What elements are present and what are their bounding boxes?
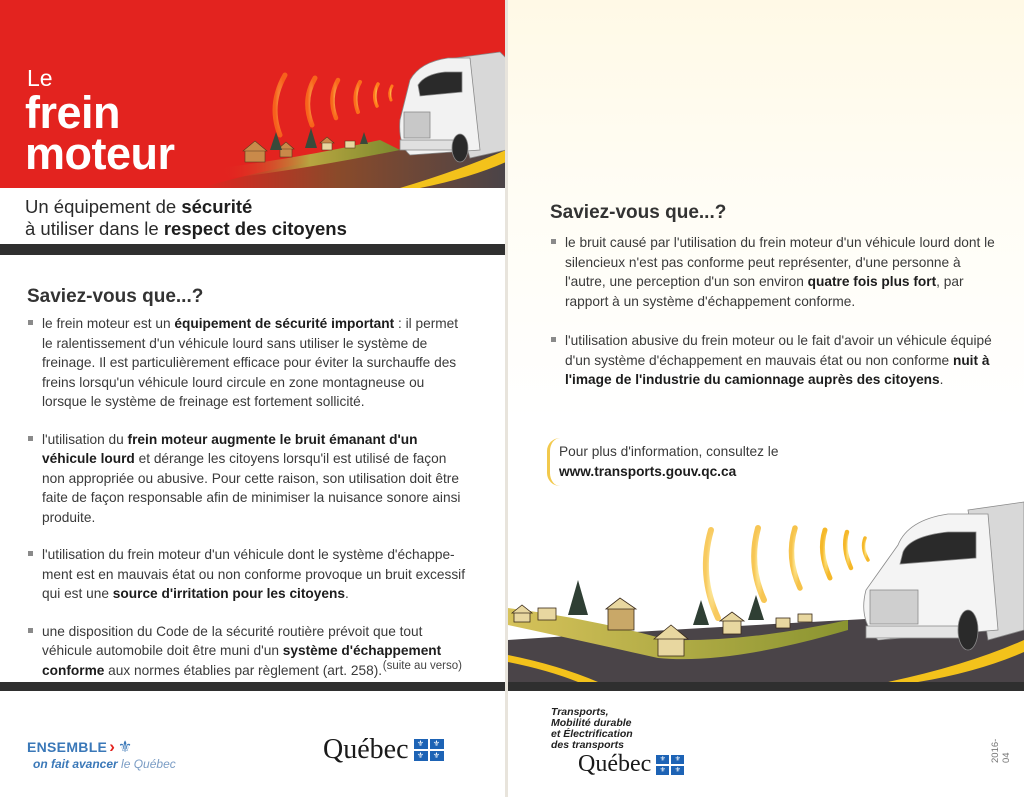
- subtitle: [25, 196, 347, 240]
- sound-waves-icon: [275, 75, 392, 135]
- website-link[interactable]: www.transports.gouv.qc.ca: [559, 464, 737, 479]
- footer-bar-back: [508, 682, 1024, 691]
- list-item: le bruit causé par l'utilisation du frein moteur d'un véhicule lourd dont le silencieux n'est pas conforme peut représenter, d'une personne à l'autre, une perception d'un son environ quatre fois plus fort, par rapport à un système d'échappement conforme.: [550, 233, 995, 311]
- list-item: l'utilisation du frein moteur augmente le bruit émanant d'un véhicule lourd et dérange les citoyens lorsqu'il est utilisé de façon non appropriée ou abusive. Pour cette raison, son utilisation doit être faite de façon responsable afin de minimiser la nuisance sonore ainsi produite.: [27, 430, 472, 528]
- list-item: le frein moteur est un équipement de sécurité important : il permet le ralentissement d'un véhicule lourd sans utiliser le système de freinage. Il est particulièrement efficace pour éviter la surchauffe des freins lorsqu'un véhicule lourd circule en zone montagneuse ou lorsque le système de freinage est fortement sollicité.: [27, 314, 472, 412]
- sound-waves-icon: [706, 528, 868, 618]
- title-banner: [0, 0, 506, 188]
- front-panel: [0, 0, 506, 797]
- ensemble-logo: ENSEMBLE › ⚜ on fait avancer le Québec: [27, 737, 176, 771]
- list-item: l'utilisation abusive du frein moteur ou le fait d'avoir un véhicule équipé d'un système d'échappement en mauvais état ou non conforme nuit à l'image de l'industrie du camionnage auprès des citoyens.: [550, 331, 995, 390]
- back-bullet-list: [550, 233, 995, 408]
- subtitle-line1-bold: sécurité: [181, 196, 253, 217]
- list-item: l'utilisation du frein moteur d'un véhicule dont le système d'échappe-ment est en mauvais état ou non conforme provoque un bruit excessif qui est une source d'irritation pour les citoyens.: [27, 545, 472, 604]
- truck-illustration-back: [508, 490, 1024, 682]
- section-heading: Saviez-vous que...?: [27, 286, 204, 307]
- info-text: Pour plus d'information, consultez le: [559, 444, 779, 459]
- footer-bar: [0, 682, 506, 691]
- subtitle-line2: à utiliser dans le: [25, 218, 164, 239]
- ministry-name: Transports, Mobilité durable et Électrification des transports: [551, 706, 633, 751]
- title-moteur: moteur: [25, 128, 175, 179]
- section-heading: Saviez-vous que...?: [550, 202, 727, 223]
- truck: [400, 52, 506, 162]
- front-bullet-list: [27, 314, 472, 698]
- quebec-logo-back: Québec ⚜ ⚜ ⚜ ⚜: [578, 751, 684, 778]
- quebec-logo: Québec ⚜ ⚜ ⚜ ⚜: [323, 734, 444, 766]
- title-le: Le: [27, 65, 53, 91]
- fleur-de-lis-icon: ⚜: [117, 739, 133, 756]
- title-frein: frein: [25, 87, 121, 138]
- chevron-right-icon: ›: [109, 737, 115, 756]
- quebec-flag-icon: ⚜ ⚜ ⚜ ⚜: [656, 755, 684, 775]
- quebec-flag-icon: ⚜ ⚜ ⚜ ⚜: [414, 739, 444, 761]
- date-code: 2016-04: [990, 738, 1012, 763]
- subtitle-line2-bold: respect des citoyens: [163, 218, 347, 239]
- continued-note: (suite au verso): [382, 660, 462, 672]
- truck: [864, 502, 1024, 650]
- subtitle-line1: Un équipement de: [25, 196, 182, 217]
- info-block: [559, 442, 778, 482]
- page-title: [25, 87, 175, 179]
- divider-bar: [0, 244, 506, 255]
- list-item: une disposition du Code de la sécurité routière prévoit que tout véhicule automobile doit être muni d'un système d'échappement conforme aux normes établies par règlement (art. 258).: [27, 622, 472, 681]
